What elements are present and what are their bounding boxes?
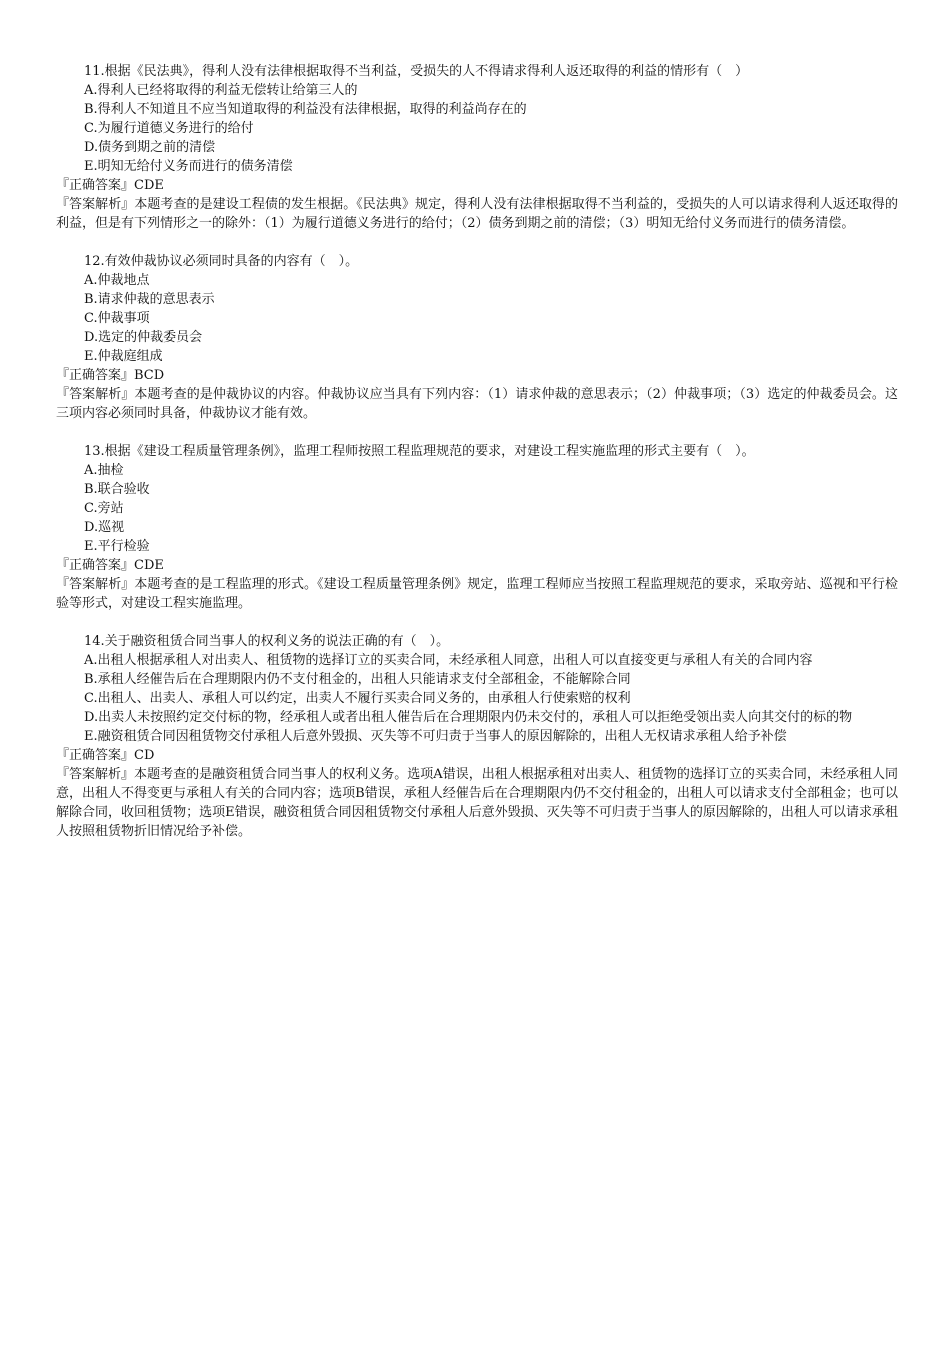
question-stem: 12.有效仲裁协议必须同时具备的内容有（ ）。	[84, 254, 359, 269]
option-e: E.融资租赁合同因租赁物交付承租人后意外毁损、灭失等不可归责于当事人的原因解除的，出租人无权请求承租人给予补偿	[84, 729, 787, 744]
question-13	[56, 442, 898, 613]
option-b: B.得利人不知道且不应当知道取得的利益没有法律根据，取得的利益尚存在的	[84, 102, 527, 117]
option-d: D.选定的仲裁委员会	[84, 330, 203, 345]
answer-analysis: 『答案解析』本题考查的是工程监理的形式。《建设工程质量管理条例》规定，监理工程师应当按照工程监理规范的要求，采取旁站、巡视和平行检验等形式，对建设工程实施监理。	[56, 577, 898, 611]
option-c: C.仲裁事项	[84, 311, 150, 326]
option-d: D.巡视	[84, 520, 125, 535]
question-11	[56, 62, 898, 233]
option-d: D.债务到期之前的清偿	[84, 140, 216, 155]
option-b: B.承租人经催告后在合理期限内仍不支付租金的，出租人只能请求支付全部租金，不能解除合同	[84, 672, 631, 687]
option-a: A.抽检	[84, 463, 124, 478]
correct-answer: 『正确答案』BCD	[56, 368, 165, 383]
correct-answer: 『正确答案』CDE	[56, 558, 164, 573]
option-e: E.明知无给付义务而进行的债务清偿	[84, 159, 293, 174]
correct-answer: 『正确答案』CD	[56, 748, 155, 763]
option-a: A.得利人已经将取得的利益无偿转让给第三人的	[84, 83, 358, 98]
answer-analysis: 『答案解析』本题考查的是仲裁协议的内容。仲裁协议应当具有下列内容：（1）请求仲裁的意思表示；（2）仲裁事项；（3）选定的仲裁委员会。这三项内容必须同时具备，仲裁协议才能有效。	[56, 387, 898, 421]
option-b: B.请求仲裁的意思表示	[84, 292, 215, 307]
correct-answer: 『正确答案』CDE	[56, 178, 164, 193]
option-a: A.出租人根据承租人对出卖人、租赁物的选择订立的买卖合同，未经承租人同意，出租人可以直接变更与承租人有关的合同内容	[84, 653, 813, 668]
option-b: B.联合验收	[84, 482, 150, 497]
option-c: C.为履行道德义务进行的给付	[84, 121, 254, 136]
question-14	[56, 632, 898, 841]
option-c: C.旁站	[84, 501, 124, 516]
question-12	[56, 252, 898, 423]
question-stem: 14.关于融资租赁合同当事人的权利义务的说法正确的有（ ）。	[84, 634, 450, 649]
answer-analysis: 『答案解析』本题考查的是融资租赁合同当事人的权利义务。选项A错误，出租人根据承租对出卖人、租赁物的选择订立的买卖合同，未经承租人同意，出租人不得变更与承租人有关的合同内容；选项B错误，承租人经催告后在合理期限内仍不交付租金的，出租人可以请求支付全部租金；也可以解除合同，收回租赁物；选项E错误，融资租赁合同因租赁物交付承租人后意外毁损、灭失等不可归责于当事人的原因解除的，出租人可以请求承租人按照租赁物折旧情况给予补偿。	[56, 767, 898, 839]
option-d: D.出卖人未按照约定交付标的物，经承租人或者出租人催告后在合理期限内仍未交付的，承租人可以拒绝受领出卖人向其交付的标的物	[84, 710, 853, 725]
question-stem: 11.根据《民法典》，得利人没有法律根据取得不当利益，受损失的人不得请求得利人返还取得的利益的情形有（ ）	[84, 64, 749, 79]
option-e: E.仲裁庭组成	[84, 349, 163, 364]
option-a: A.仲裁地点	[84, 273, 150, 288]
option-c: C.出租人、出卖人、承租人可以约定，出卖人不履行买卖合同义务的，由承租人行使索赔的权利	[84, 691, 631, 706]
answer-analysis: 『答案解析』本题考查的是建设工程债的发生根据。《民法典》规定，得利人没有法律根据取得不当利益的，受损失的人可以请求得利人返还取得的利益，但是有下列情形之一的除外：（1）为履行道德义务进行的给付；（2）债务到期之前的清偿；（3）明知无给付义务而进行的债务清偿。	[56, 197, 898, 231]
option-e: E.平行检验	[84, 539, 150, 554]
document-page	[56, 62, 898, 860]
question-stem: 13.根据《建设工程质量管理条例》，监理工程师按照工程监理规范的要求，对建设工程实施监理的形式主要有（ ）。	[84, 444, 755, 459]
